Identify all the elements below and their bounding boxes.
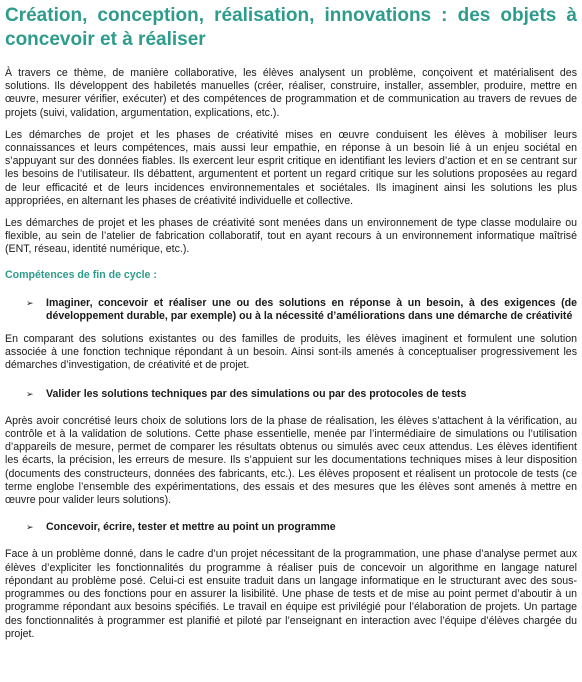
arrow-bullet-icon: ➢ (26, 388, 34, 399)
bullet-text: Concevoir, écrire, tester et mettre au point un programme (46, 521, 336, 534)
imaginer-paragraph: En comparant des solutions existantes ou des familles de produits, les élèves imaginent et formulent une solution associée à une fonction technique répondant à un besoin. Ainsi sont-ils amenés à conceptualiser progressivement les démarches d’investigation, de créativité et de projet. (5, 333, 577, 372)
arrow-bullet-icon: ➢ (26, 522, 34, 533)
bullet-text: Imaginer, concevoir et réaliser une ou des solutions en réponse à un besoin, à des exigences (de développement durable, par exemple) ou à la nécessité d’améliorations dans une démarche de créativité (46, 296, 577, 322)
programmer-paragraph: Face à un problème donné, dans le cadre d’un projet nécessitant de la programmation, une phase d’analyse permet aux élèves d’expliciter les fonctionnalités du programme à réaliser puis de concevoir un algorithme en langage naturel répondant au problème posé. Celui-ci est ensuite traduit dans un langage informatique en le structurant avec des sous-programmes ou des fonctions pour en assurer la lisibilité. Une phase de tests et de mise au point permet d’aboutir à un programme répondant aux besoins spécifiés. Le travail en équipe est privilégié pour l’élaboration de projets. Un partage des fonctionnalités à programmer est planifié et piloté par l’enseignant en interaction avec l’équipe d’élèves chargée du projet. (5, 548, 577, 640)
competence-bullet-valider (5, 388, 577, 401)
competence-bullet-imaginer (5, 297, 577, 323)
valider-paragraph: Après avoir concrétisé leurs choix de solutions lors de la phase de réalisation, les élèves s’attachent à la vérification, au contrôle et à la validation de solutions. Cette phase essentielle, menée par l’intermédiaire de simulations ou l’utilisation d’appareils de mesure, permet de comparer les résultats obtenus ou simulés avec ceux attendus. Les élèves identifient les écarts, la précision, les erreurs de mesure. Ils s’appuient sur les documentations techniques mises à leur disposition (documents des constructeurs, données des fabricants, etc.). Les élèves proposent et réalisent un protocole de tests (ce terme englobe l’ensemble des expérimentations, des essais et des mesures que les élèves sont amenés à mettre en œuvre pour valider leurs solutions). (5, 414, 577, 507)
competence-bullet-programmer (5, 521, 577, 534)
page-title: Création, conception, réalisation, innovations : des objets à concevoir et à réaliser (5, 5, 577, 50)
competences-heading: Compétences de fin de cycle : (5, 268, 157, 281)
approach-paragraph: Les démarches de projet et les phases de créativité mises en œuvre conduisent les élèves à mobiliser leurs connaissances et leurs compétences, mais aussi leur empathie, en réponse à un besoin lié à un enjeu sociétal en s’appuyant sur des données fiables. Ils exercent leur esprit critique en identifiant les leviers d’action et en se centrant sur les besoins de l’utilisateur. Ils débattent, argumentent et portent un regard critique sur les solutions proposées au regard de leur efficacité et de leurs incidences environnementales et sociétales. Ils imaginent ainsi les solutions les plus appropriées, en alternant les phases de créativité individuelle et collective. (5, 128, 577, 207)
arrow-bullet-icon: ➢ (26, 297, 34, 308)
intro-paragraph: À travers ce thème, de manière collaborative, les élèves analysent un problème, conçoivent et matérialisent des solutions. Ils développent des habiletés manuelles (créer, réaliser, construire, installer, assembler, produire, mettre en œuvre, mesurer vérifier, exécuter) et des compétences de programmation et de communication au travers de revues de projets (suivi, validation, argumentation, explications, etc.). (5, 67, 577, 119)
environment-paragraph: Les démarches de projet et les phases de créativité sont menées dans un environnement de type classe modulaire ou flexible, au sein de l’atelier de fabrication collaboratif, tout en ayant recours à un environnement informatique maîtrisé (ENT, réseau, identité numérique, etc.). (5, 217, 577, 256)
bullet-text: Valider les solutions techniques par des simulations ou par des protocoles de tests (46, 387, 467, 400)
